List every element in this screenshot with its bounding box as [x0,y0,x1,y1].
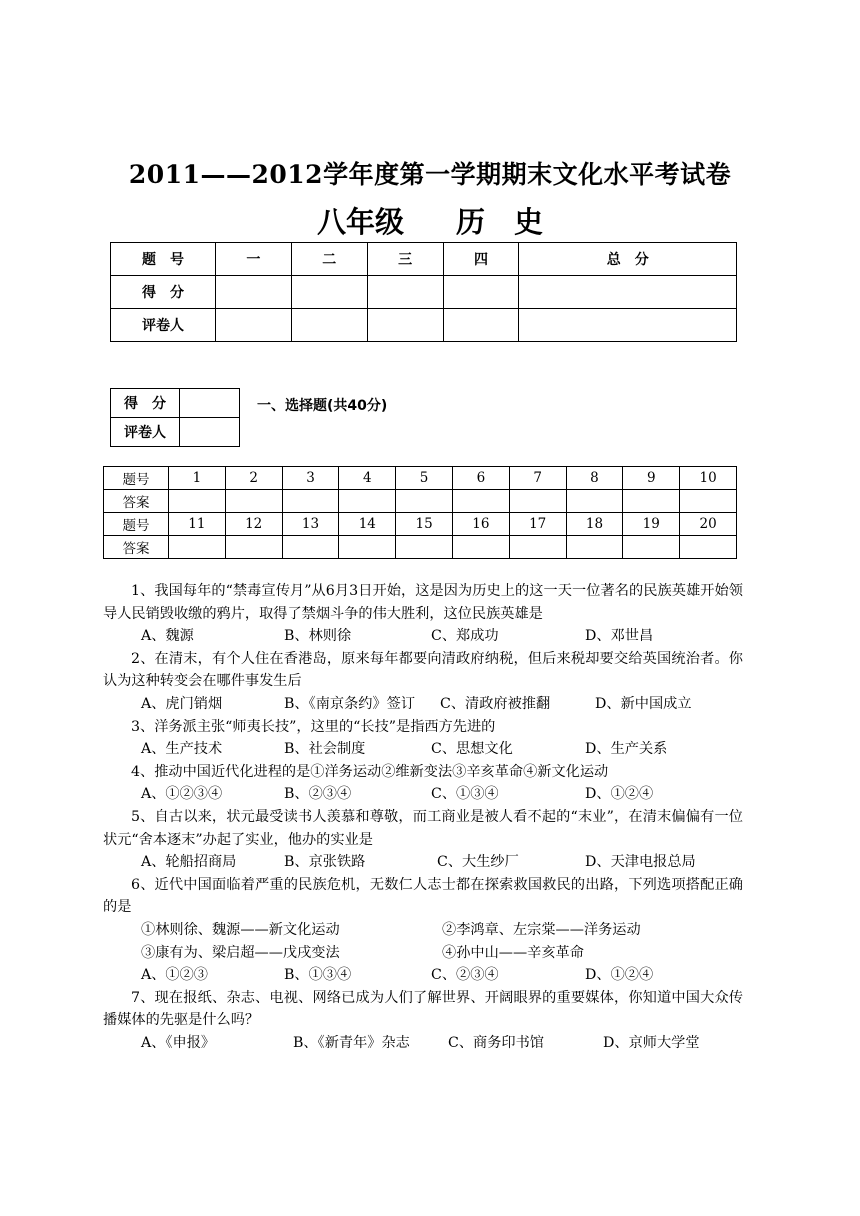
question-text: 4、推动中国近代化进程的是①洋务运动②维新变法③辛亥革命④新文化运动 [131,763,609,780]
statement-item: ③康有为、梁启超——戊戌变法 [141,944,340,961]
question-number: 12 [225,513,282,536]
option-d[interactable]: D、天津电报总局 [585,854,696,871]
question-number: 3 [282,467,339,490]
option-a[interactable]: A、轮船招商局 [141,854,237,871]
question-number: 1 [169,467,226,490]
option-c[interactable]: C、②③④ [431,967,499,984]
question-text: 7、现在报纸、杂志、电视、网络已成为人们了解世界、开阔眼界的重要媒体，你知道中国大众传播媒体的先驱是什么吗？ [103,989,743,1029]
answer-row [104,490,737,513]
question-options [103,625,743,648]
score-cell[interactable] [291,276,367,309]
score-row-label: 题 号 [111,243,216,276]
question-options [103,964,743,987]
option-c[interactable]: C、清政府被推翻 [440,695,551,712]
option-b[interactable]: B、《新青年》杂志 [293,1034,410,1051]
grade-label: 八年级 [316,205,404,239]
answer-cell[interactable] [396,490,453,513]
answer-cell[interactable] [623,536,680,559]
answer-cell[interactable] [339,490,396,513]
answer-cell[interactable] [623,490,680,513]
section-grader-label: 评卷人 [111,418,180,447]
option-d[interactable]: D、京师大学堂 [603,1034,700,1051]
question-number: 16 [452,513,509,536]
question-number: 6 [452,467,509,490]
question-number: 20 [680,513,737,536]
subject-label: 历 史 [456,205,544,239]
score-column-header: 一 [216,243,292,276]
option-b[interactable]: B、②③④ [284,786,352,803]
question-options [103,1032,743,1055]
answer-cell[interactable] [509,536,566,559]
score-cell[interactable] [519,276,737,309]
question-list [103,580,743,1054]
option-b[interactable]: B、《南京条约》签订 [284,695,416,712]
option-d[interactable]: D、①②④ [585,967,654,984]
answer-cell[interactable] [282,536,339,559]
score-cell[interactable] [216,276,292,309]
option-d[interactable]: D、生产关系 [585,741,668,758]
question-number: 4 [339,467,396,490]
question-text: 5、自古以来，状元最受读书人羡慕和尊敬，而工商业是被人看不起的“末业”，在清末偏偏有一位状元“舍本逐末”办起了实业，他办的实业是 [103,808,743,848]
question-options [103,851,743,874]
question-number: 11 [169,513,226,536]
answer-cell[interactable] [566,490,623,513]
score-row-label: 评卷人 [111,309,216,342]
option-c[interactable]: C、郑成功 [431,628,499,645]
answer-cell[interactable] [680,490,737,513]
option-c[interactable]: C、①③④ [431,786,499,803]
section-score-row [111,389,240,418]
grader-cell[interactable] [519,309,737,342]
score-table-header-row [111,243,737,276]
option-d[interactable]: D、新中国成立 [595,695,692,712]
question-number: 2 [225,467,282,490]
section-grader-cell[interactable] [180,418,240,447]
answer-label: 答案 [104,536,169,559]
answer-number-label: 题号 [104,467,169,490]
score-column-header: 总 分 [519,243,737,276]
answer-cell[interactable] [566,536,623,559]
exam-subtitle [0,200,860,241]
answer-number-row [104,513,737,536]
exam-title: 2011——2012学年度第一学期期末文化水平考试卷 [128,160,732,189]
question-options [103,738,743,761]
answer-cell[interactable] [680,536,737,559]
score-column-header: 二 [291,243,367,276]
option-c[interactable]: C、思想文化 [431,741,513,758]
answer-cell[interactable] [509,490,566,513]
score-table-grader-row [111,309,737,342]
question-statements [103,919,743,942]
grader-cell[interactable] [291,309,367,342]
question-text: 2、在清末，有个人住在香港岛，原来每年都要向清政府纳税，但后来税却要交给英国统治者。你认为这种转变会在哪件事发生后 [103,650,743,690]
option-d[interactable]: D、邓世昌 [585,628,654,645]
option-a[interactable]: A、生产技术 [141,741,223,758]
option-c[interactable]: C、大生纱厂 [437,854,519,871]
question-statements [103,942,743,965]
answer-cell[interactable] [169,490,226,513]
section-title: 一、选择题(共40分) [257,398,388,414]
grader-cell[interactable] [443,309,519,342]
option-a[interactable]: A、《申报》 [141,1034,216,1051]
option-b[interactable]: B、社会制度 [284,741,366,758]
score-column-header: 四 [443,243,519,276]
answer-table [103,466,737,559]
question-number: 5 [396,467,453,490]
section-score-cell[interactable] [180,389,240,418]
question-options [103,783,743,806]
option-a[interactable]: A、①②③④ [141,786,223,803]
question-number: 10 [680,467,737,490]
option-d[interactable]: D、①②④ [585,786,654,803]
statement-item: ②李鸿章、左宗棠——洋务运动 [442,921,641,938]
question-text: 3、洋务派主张“师夷长技”，这里的“长技”是指西方先进的 [131,718,496,735]
score-column-header: 三 [367,243,443,276]
answer-cell[interactable] [282,490,339,513]
question-options [103,693,743,716]
question-number: 13 [282,513,339,536]
question-text: 1、我国每年的“禁毒宣传月”从6月3日开始，这是因为历史上的这一天一位著名的民族英雄开始领导人民销毁收缴的鸦片，取得了禁烟斗争的伟大胜利，这位民族英雄是 [103,583,743,622]
option-a[interactable]: A、魏源 [141,628,194,645]
answer-row [104,536,737,559]
score-cell[interactable] [443,276,519,309]
answer-cell[interactable] [225,490,282,513]
grader-cell[interactable] [216,309,292,342]
question-number: 19 [623,513,680,536]
option-a[interactable]: A、虎门销烟 [141,695,223,712]
section-grader-row [111,418,240,447]
option-c[interactable]: C、商务印书馆 [448,1034,544,1051]
option-b[interactable]: B、①③④ [284,967,352,984]
question-number: 18 [566,513,623,536]
question-number: 17 [509,513,566,536]
grader-cell[interactable] [367,309,443,342]
answer-cell[interactable] [396,536,453,559]
answer-cell[interactable] [225,536,282,559]
option-b[interactable]: B、林则徐 [284,628,352,645]
question-number: 9 [623,467,680,490]
section-score-box [110,388,240,447]
question-text: 6、近代中国面临着严重的民族危机，无数仁人志士都在探索救国救民的出路，下列选项搭配正确的是 [103,876,743,916]
answer-label: 答案 [104,490,169,513]
question-number: 14 [339,513,396,536]
question-number: 8 [566,467,623,490]
score-row-label: 得 分 [111,276,216,309]
answer-cell[interactable] [339,536,396,559]
score-table-score-row [111,276,737,309]
statement-item: ④孙中山——辛亥革命 [442,944,584,961]
option-a[interactable]: A、①②③ [141,967,208,984]
answer-cell[interactable] [452,536,509,559]
option-b[interactable]: B、京张铁路 [284,854,366,871]
answer-cell[interactable] [452,490,509,513]
score-cell[interactable] [367,276,443,309]
answer-number-row [104,467,737,490]
answer-cell[interactable] [169,536,226,559]
answer-number-label: 题号 [104,513,169,536]
section-score-label: 得 分 [111,389,180,418]
statement-item: ①林则徐、魏源——新文化运动 [141,921,340,938]
question-number: 7 [509,467,566,490]
score-table [110,242,737,342]
question-number: 15 [396,513,453,536]
